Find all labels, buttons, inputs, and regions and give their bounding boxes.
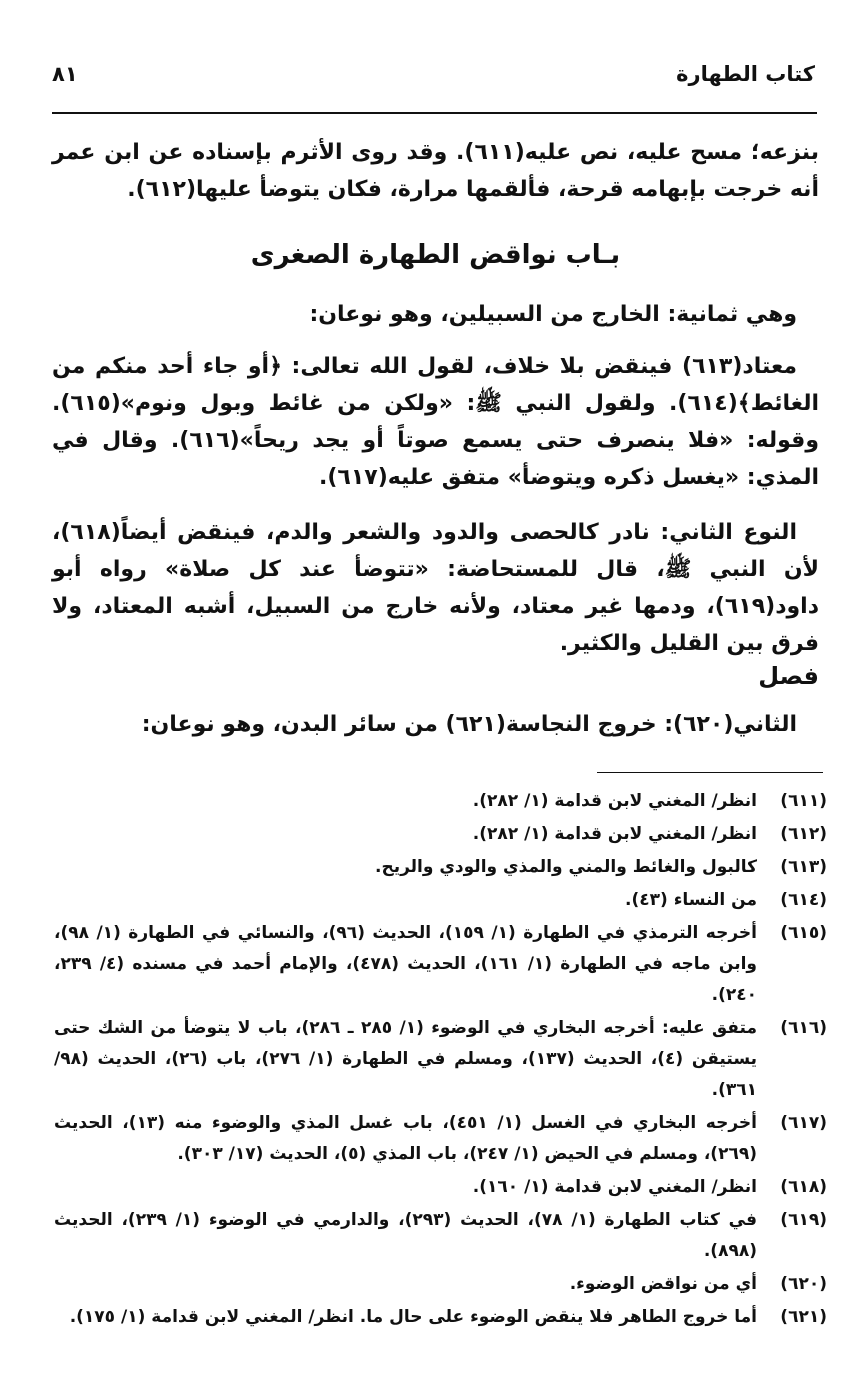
intro-paragraph bbox=[52, 134, 819, 208]
footnote-text: أخرجه الترمذي في الطهارة (١/ ١٥٩)، الحديث (٩٦)، والنسائي في الطهارة (١/ ٩٨)، وابن ماجه في الطهارة (١/ ١٦١)، الحديث (٤٧٨)، والإمام أحمد في مسنده (٤/ ٢٣٩، ٢٤٠). bbox=[54, 923, 757, 1005]
footnote-number: (٦١٥) bbox=[780, 923, 827, 943]
second-type-body: نادر كالحصى والدود والشعر والدم، فينقض أيضاً(٦١٨)، لأن النبي ﷺ، قال للمستحاضة: «تتوضأ عند كل صلاة» رواه أبو داود(٦١٩)، ودمها غير معتاد، ولأنه خارج من السبيل، أشبه المعتاد، ولا فرق بين القليل والكثير. bbox=[52, 520, 819, 656]
footnote-text: كالبول والغائط والمني والمذي والودي والريح. bbox=[374, 857, 757, 877]
footnote-item bbox=[54, 1302, 827, 1333]
footnote-number: (٦١٩) bbox=[780, 1210, 827, 1230]
footnote-text: أما خروج الطاهر فلا ينقض الوضوء على حال ما. انظر/ المغني لابن قدامة (١/ ١٧٥). bbox=[69, 1307, 757, 1327]
chapter-heading: بـاب نواقض الطهارة الصغرى bbox=[250, 240, 621, 270]
footnote-text: أي من نواقض الوضوء. bbox=[569, 1274, 757, 1294]
footnote-rule bbox=[597, 772, 823, 773]
footnote-item bbox=[54, 1172, 827, 1203]
footnote-item bbox=[54, 1205, 827, 1267]
footnote-number: (٦١١) bbox=[780, 791, 827, 811]
footnote-number: (٦١٦) bbox=[780, 1018, 827, 1038]
intro-text: بنزعه؛ مسح عليه، نص عليه(٦١١). وقد روى الأثرم بإسناده عن ابن عمر أنه خرجت بإبهامه قرحة، فألقمها مرارة، فكان يتوضأ عليها(٦١٢). bbox=[52, 140, 819, 202]
second-type-label: النوع الثاني: bbox=[660, 520, 797, 545]
lead-paragraph bbox=[52, 296, 819, 333]
footnote-text: في كتاب الطهارة (١/ ٧٨)، الحديث (٢٩٣)، والدارمي في الوضوء (١/ ٢٣٩)، الحديث (٨٩٨). bbox=[54, 1210, 757, 1261]
paragraph-regular-type bbox=[52, 348, 819, 496]
footnote-item bbox=[54, 819, 827, 850]
footnotes bbox=[54, 786, 827, 1335]
footnote-item bbox=[54, 786, 827, 817]
second-nullifier-text bbox=[52, 706, 819, 743]
footnote-number: (٦١٢) bbox=[780, 824, 827, 844]
footnote-number: (٦١٣) bbox=[780, 857, 827, 877]
footnote-item bbox=[54, 1013, 827, 1106]
second-nullifier-body: خروج النجاسة(٦٢١) من سائر البدن، وهو نوعان: bbox=[141, 712, 665, 737]
paragraph-second-type bbox=[52, 514, 819, 662]
footnote-text: أخرجه البخاري في الغسل (١/ ٤٥١)، باب غسل المذي والوضوء منه (١٣)، الحديث (٢٦٩)، ومسلم في الحيض (١/ ٢٤٧)، باب المذي (٥)، الحديث (١٧/ ٣٠٣). bbox=[54, 1113, 758, 1164]
running-title: كتاب الطهارة bbox=[676, 62, 815, 86]
footnote-number: (٦٢١) bbox=[780, 1307, 827, 1327]
second-type-text bbox=[52, 514, 819, 662]
page-number: ٨١ bbox=[52, 62, 78, 86]
footnote-text: انظر/ المغني لابن قدامة (١/ ٢٨٢). bbox=[472, 824, 757, 844]
footnote-number: (٦١٨) bbox=[780, 1177, 827, 1197]
footnote-text: انظر/ المغني لابن قدامة (١/ ٢٨٢). bbox=[472, 791, 757, 811]
lead-text: وهي ثمانية: الخارج من السبيلين، وهو نوعان: bbox=[309, 302, 797, 327]
footnote-text: انظر/ المغني لابن قدامة (١/ ١٦٠). bbox=[472, 1177, 757, 1197]
footnote-text: من النساء (٤٣). bbox=[625, 890, 757, 910]
footnote-number: (٦١٤) bbox=[780, 890, 827, 910]
footnote-item bbox=[54, 885, 827, 916]
footnote-item bbox=[54, 918, 827, 1011]
section-heading: فصل bbox=[758, 662, 819, 690]
footnote-item bbox=[54, 852, 827, 883]
footnote-number: (٦١٧) bbox=[780, 1113, 827, 1133]
footnote-number: (٦٢٠) bbox=[780, 1274, 827, 1294]
second-nullifier-label: الثاني(٦٢٠): bbox=[664, 712, 797, 737]
paragraph-second-nullifier bbox=[52, 706, 819, 743]
regular-type-text: معتاد(٦١٣) فينقض بلا خلاف، لقول الله تعالى: ﴿أو جاء أحد منكم من الغائط﴾(٦١٤). ولقول النبي ﷺ: «ولكن من غائط وبول ونوم»(٦١٥). وقوله: «فلا ينصرف حتى يسمع صوتاً أو يجد ريحاً»(٦١٦). وقال في المذي: «يغسل ذكره ويتوضأ» متفق عليه(٦١٧). bbox=[52, 354, 820, 490]
footnote-text: متفق عليه: أخرجه البخاري في الوضوء (١/ ٢٨٥ ـ ٢٨٦)، باب لا يتوضأ من الشك حتى يستيقن (٤)، الحديث (١٣٧)، ومسلم في الطهارة (١/ ٢٧٦)، باب (٢٦)، الحديث (٩٨/ ٣٦١). bbox=[54, 1018, 758, 1100]
footnote-item bbox=[54, 1108, 827, 1170]
header-rule bbox=[52, 112, 817, 114]
footnote-item bbox=[54, 1269, 827, 1300]
